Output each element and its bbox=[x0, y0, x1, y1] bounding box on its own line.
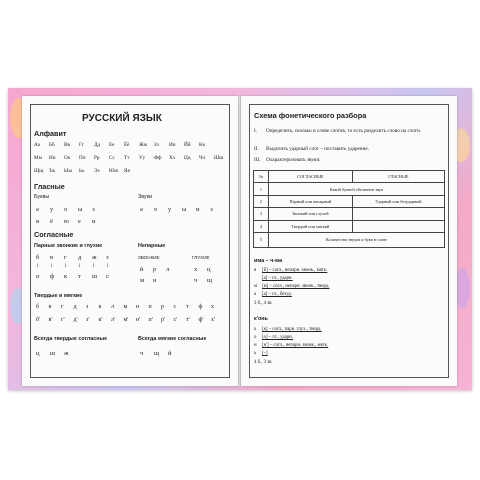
table-cell: 2 bbox=[254, 195, 269, 207]
letter: ы bbox=[78, 206, 83, 213]
table-header: ГЛАСНЫЕ bbox=[352, 171, 444, 183]
table-cell: 4 bbox=[254, 220, 269, 232]
sound-description: [м] – согл., непарн. звонк., тверд. bbox=[262, 284, 330, 289]
letter: Зз bbox=[154, 142, 159, 148]
step-text: Определить, сколько в слове слогов, то есть разделить слово на слоги. bbox=[266, 128, 422, 134]
letter: б bbox=[36, 254, 40, 261]
sound-description: [–] bbox=[262, 351, 268, 356]
unpaired-voiced-row-2 bbox=[140, 277, 166, 284]
table-cell: 5 bbox=[254, 232, 269, 247]
letter: з bbox=[86, 304, 89, 310]
table-cell: Парный или непарный bbox=[269, 195, 353, 207]
letter: Сс bbox=[109, 155, 115, 161]
letter: к' bbox=[98, 317, 103, 323]
table-cell: Звонкий или глухой bbox=[269, 208, 353, 220]
letter: п bbox=[36, 273, 40, 280]
example-1-word: има – ч-ма bbox=[254, 258, 283, 264]
letter: Бб bbox=[49, 142, 55, 148]
table-cell bbox=[352, 208, 444, 220]
right-page bbox=[241, 96, 457, 386]
table-row bbox=[254, 183, 445, 195]
letter: л bbox=[166, 266, 170, 273]
letter: щ bbox=[154, 350, 160, 357]
letter: г' bbox=[61, 317, 65, 323]
unpaired-voiceless-label: ГЛУХИЕ bbox=[192, 255, 210, 260]
table-cell: Какой буквой обозначен звук bbox=[269, 183, 445, 195]
unpaired-voiceless-row-1 bbox=[194, 266, 220, 273]
letter: ю bbox=[64, 218, 69, 225]
letter: д bbox=[78, 254, 82, 261]
letter: ц bbox=[36, 350, 40, 357]
letter: Щщ bbox=[34, 168, 44, 174]
letter: о bbox=[254, 335, 257, 340]
letter: р bbox=[161, 304, 164, 310]
letter: ч bbox=[140, 350, 144, 357]
paired-label: Парные звонкие и глухие bbox=[34, 243, 103, 249]
sound-description: [а] – гл., ударн. bbox=[262, 276, 293, 281]
letter: т bbox=[78, 273, 81, 280]
letter: ф bbox=[50, 273, 55, 280]
table-header-row bbox=[254, 171, 445, 183]
example-1-line bbox=[254, 268, 327, 273]
example-1-line bbox=[254, 276, 293, 281]
letter: з bbox=[106, 254, 109, 261]
step-3 bbox=[254, 157, 321, 163]
letter: Вв bbox=[64, 142, 70, 148]
letter: Ыы bbox=[64, 168, 73, 174]
letter: Хх bbox=[169, 155, 176, 161]
alphabet-row-3 bbox=[34, 168, 139, 174]
letter: б' bbox=[36, 317, 41, 323]
step-text: Охарактеризовать звуки: bbox=[266, 157, 321, 163]
letter: Оо bbox=[64, 155, 71, 161]
pair-arrow-icon: ↕ bbox=[92, 263, 95, 269]
letter: н bbox=[136, 304, 140, 310]
letter: т bbox=[186, 304, 189, 310]
letter: у bbox=[50, 206, 54, 213]
sound: а bbox=[140, 206, 143, 213]
step-number: III. bbox=[254, 157, 261, 163]
letter: п' bbox=[148, 317, 153, 323]
always-soft-heading: Всегда мягкие согласные bbox=[138, 336, 207, 342]
pair-arrow-icon: ↕ bbox=[36, 263, 39, 269]
letter: с' bbox=[173, 317, 178, 323]
letters-label: Буквы bbox=[34, 194, 50, 200]
table-row bbox=[254, 208, 445, 220]
letter: Нн bbox=[49, 155, 56, 161]
page-title: РУССКИЙ ЯЗЫК bbox=[82, 113, 162, 124]
letter: Ьь bbox=[79, 168, 85, 174]
letter: н' bbox=[136, 317, 141, 323]
letter: м bbox=[123, 304, 128, 310]
letter: Фф bbox=[154, 155, 162, 161]
always-hard-row bbox=[36, 350, 78, 357]
letter: е bbox=[78, 218, 81, 225]
sound-description: [н'] – согл., непарн. звонк., мягк. bbox=[262, 343, 329, 348]
step-number: I. bbox=[254, 128, 258, 134]
example-1-line bbox=[254, 284, 329, 289]
sound: э bbox=[210, 206, 213, 213]
letter: т' bbox=[186, 317, 190, 323]
letter: Рр bbox=[94, 155, 100, 161]
sound-description: [а] – гл., безуд. bbox=[262, 292, 292, 297]
letter: Ии bbox=[169, 142, 176, 148]
table-header: № bbox=[254, 171, 269, 183]
hard-soft-heading: Твердые и мягкие bbox=[34, 293, 83, 299]
letter: й bbox=[168, 350, 172, 357]
table-row bbox=[254, 232, 445, 247]
letter: к bbox=[64, 273, 68, 280]
letter: э bbox=[92, 206, 95, 213]
sound: и bbox=[196, 206, 200, 213]
letter: ш bbox=[92, 273, 98, 280]
letter: ж bbox=[92, 254, 97, 261]
example-2-word: к'онь bbox=[254, 316, 268, 322]
vowel-letters-row-2 bbox=[36, 218, 106, 225]
letter: с bbox=[106, 273, 109, 280]
letter: д bbox=[73, 304, 77, 310]
table-cell: Твердый или мягкий bbox=[269, 220, 353, 232]
always-hard-heading: Всегда твердые согласные bbox=[34, 336, 108, 342]
letter: д' bbox=[73, 317, 78, 323]
paired-voiced-row bbox=[36, 254, 120, 261]
phonetic-table bbox=[253, 170, 445, 248]
letter: Кк bbox=[199, 142, 205, 148]
paired-voiceless-row bbox=[36, 273, 120, 280]
example-2-line bbox=[254, 327, 322, 332]
vowels-heading: Гласные bbox=[34, 182, 65, 191]
letter: ь bbox=[254, 351, 257, 356]
alphabet-row-2 bbox=[34, 155, 226, 161]
step-1 bbox=[254, 128, 444, 134]
letter: а bbox=[254, 292, 257, 297]
letter: я bbox=[254, 268, 257, 273]
example-1-count: 3 б., 4 зв. bbox=[254, 301, 273, 306]
letter: в' bbox=[48, 317, 53, 323]
unpaired-voiceless-row-2 bbox=[194, 277, 220, 284]
letter: Ъъ bbox=[49, 168, 56, 174]
pair-arrow-icon: ↕ bbox=[78, 263, 81, 269]
page-title: Схема фонетического разбора bbox=[254, 111, 367, 120]
letter: ж bbox=[64, 350, 69, 357]
table-row bbox=[254, 220, 445, 232]
sounds-label: Звуки bbox=[138, 194, 153, 200]
letter: Ээ bbox=[94, 168, 100, 174]
table-cell: 3 bbox=[254, 208, 269, 220]
letter: з' bbox=[86, 317, 90, 323]
letter: к bbox=[254, 327, 257, 332]
unpaired-label: Непарные bbox=[138, 243, 166, 249]
letter: ё bbox=[50, 218, 53, 225]
pair-arrow-icon: ↕ bbox=[50, 263, 53, 269]
vowel-sounds-row bbox=[140, 206, 224, 213]
letter: н bbox=[153, 277, 157, 284]
soft-row bbox=[36, 317, 221, 323]
letter: ф' bbox=[198, 317, 204, 323]
sound: о bbox=[154, 206, 158, 213]
letter: Чч bbox=[199, 155, 205, 161]
letter: и bbox=[92, 218, 96, 225]
letter: Ее bbox=[109, 142, 115, 148]
alphabet-row-1 bbox=[34, 142, 214, 148]
example-2-line bbox=[254, 343, 328, 348]
letter: ш bbox=[50, 350, 56, 357]
letter: ф bbox=[198, 304, 203, 310]
table-header: СОГЛАСНЫЕ bbox=[269, 171, 353, 183]
vowel-letters-row-1 bbox=[36, 206, 106, 213]
example-1-line bbox=[254, 292, 292, 297]
left-page bbox=[22, 96, 238, 386]
letter: р bbox=[153, 266, 157, 273]
letter: я bbox=[36, 218, 39, 225]
example-2-line bbox=[254, 351, 268, 356]
letter: й bbox=[140, 266, 144, 273]
letter: х bbox=[211, 304, 214, 310]
pair-arrows bbox=[36, 263, 120, 269]
letter: г bbox=[64, 254, 67, 261]
alphabet-heading: Алфавит bbox=[34, 129, 67, 138]
letter: р' bbox=[161, 317, 166, 323]
letter: Тт bbox=[124, 155, 130, 161]
letter: к bbox=[98, 304, 102, 310]
sound-description: [к] – согл., парн. глух., тверд. bbox=[262, 327, 322, 332]
letter: м' bbox=[123, 317, 129, 323]
letter: Ёё bbox=[124, 142, 130, 148]
letter: м bbox=[254, 284, 258, 289]
sound: у bbox=[168, 206, 172, 213]
table-cell: 1 bbox=[254, 183, 269, 195]
letter: а bbox=[36, 206, 39, 213]
sound-description: [й] – согл., непарн. звонк., мягк. bbox=[262, 268, 328, 273]
letter: л bbox=[111, 304, 114, 310]
example-2-line bbox=[254, 335, 293, 340]
letter: ц bbox=[207, 266, 211, 273]
letter: б bbox=[36, 304, 40, 310]
letter: Цц bbox=[184, 155, 191, 161]
consonants-heading: Согласные bbox=[34, 230, 74, 239]
letter: н bbox=[254, 343, 257, 348]
example-2-count: 4 б., 3 зв. bbox=[254, 360, 273, 365]
letter: Гг bbox=[79, 142, 85, 148]
letter: Йй bbox=[184, 142, 191, 148]
table-cell: Ударный или безударный bbox=[352, 195, 444, 207]
letter: в bbox=[50, 254, 54, 261]
step-text: Выделить ударный слог – поставить ударение. bbox=[266, 146, 369, 152]
letter: х' bbox=[211, 317, 216, 323]
pair-arrow-icon: ↕ bbox=[106, 263, 109, 269]
letter: м bbox=[140, 277, 145, 284]
letter: л' bbox=[111, 317, 116, 323]
letter: Дд bbox=[94, 142, 101, 148]
pair-arrow-icon: ↕ bbox=[64, 263, 67, 269]
table-row bbox=[254, 195, 445, 207]
letter: Яя bbox=[124, 168, 130, 174]
letter: г bbox=[61, 304, 64, 310]
step-number: II. bbox=[254, 146, 259, 152]
always-soft-row bbox=[140, 350, 182, 357]
letter: Аа bbox=[34, 142, 40, 148]
letter: с bbox=[173, 304, 177, 310]
letter: Мм bbox=[34, 155, 42, 161]
letter: Пп bbox=[79, 155, 86, 161]
hard-row bbox=[36, 304, 221, 310]
letter: щ bbox=[207, 277, 213, 284]
letter: в bbox=[48, 304, 52, 310]
unpaired-voiced-row-1 bbox=[140, 266, 179, 273]
letter: о bbox=[64, 206, 68, 213]
letter: Уу bbox=[139, 155, 146, 161]
letter: Юю bbox=[109, 168, 119, 174]
sound-description: [о] – гл., ударн. bbox=[262, 335, 293, 340]
table-cell: Количество звуков и букв в слове bbox=[269, 232, 445, 247]
sound: ы bbox=[182, 206, 187, 213]
unpaired-voiced-label: ЗВОНКИЕ bbox=[138, 255, 160, 260]
letter: х bbox=[194, 266, 198, 273]
letter: Шш bbox=[214, 155, 224, 161]
letter: п bbox=[148, 304, 152, 310]
table-cell bbox=[352, 220, 444, 232]
letter: ч bbox=[194, 277, 198, 284]
step-2 bbox=[254, 146, 369, 152]
letter: Жж bbox=[139, 142, 148, 148]
